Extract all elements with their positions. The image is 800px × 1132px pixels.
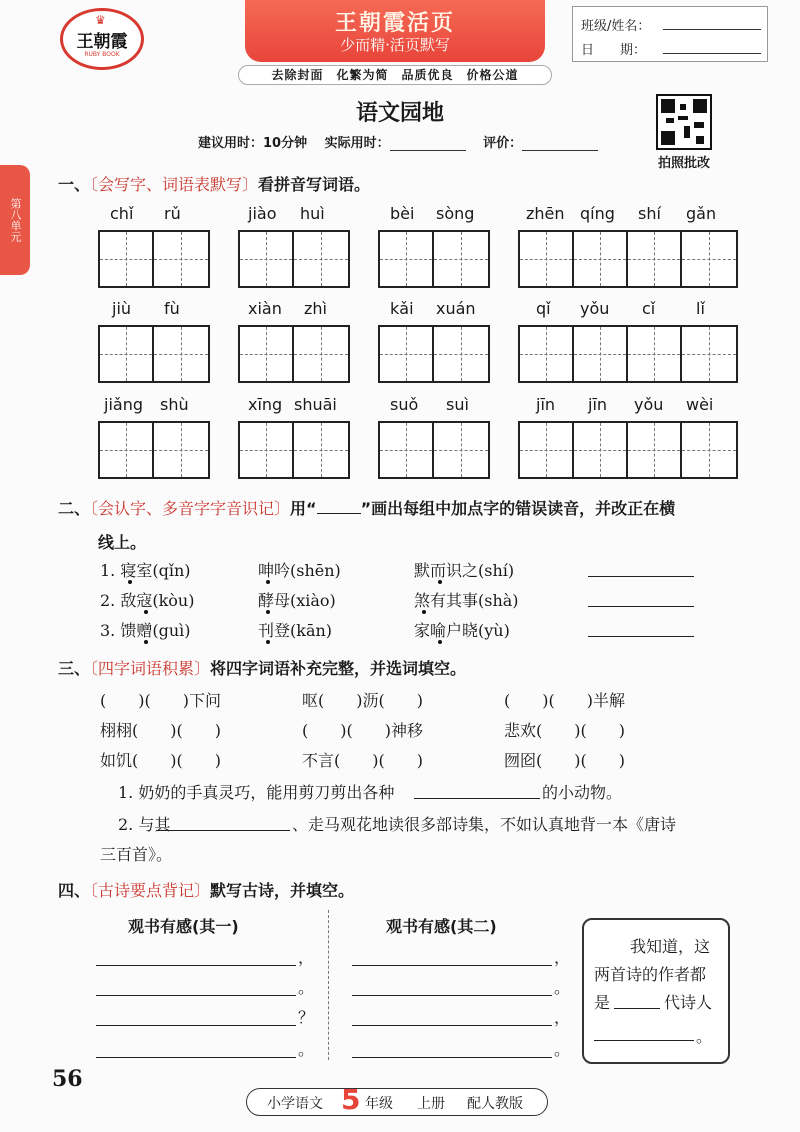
question-item: 煞有其事(shà): [414, 591, 519, 610]
writing-grid[interactable]: [238, 421, 350, 479]
question-item: 家喻户晓(yù): [414, 621, 510, 640]
emphasis-dot: [144, 640, 148, 644]
idiom-item: 呕( )沥( ): [302, 691, 423, 710]
emphasis-dot: [438, 640, 442, 644]
poem1-title: 观书有感(其一): [128, 917, 239, 936]
footer-pill: [246, 1083, 548, 1116]
emphasis-dot: [128, 580, 132, 584]
date-field[interactable]: [663, 53, 761, 54]
answer-blank[interactable]: [588, 606, 694, 607]
section4-heading: 四、〔古诗要点背记〕默写古诗，并填空。: [58, 881, 355, 900]
student-info-box: [572, 6, 768, 62]
suggested-time: 建议用时：10分钟: [198, 136, 308, 151]
footer-volume: 上册: [417, 1096, 445, 1112]
answer-blank[interactable]: [594, 1040, 694, 1041]
section2-tag: 〔会认字、多音字字音识记〕: [90, 499, 291, 518]
header-banner: [245, 0, 545, 62]
fill-question-1-end: 的小动物。: [542, 783, 623, 802]
actual-time-field[interactable]: [390, 137, 466, 151]
section3-tag: 〔四字词语积累〕: [90, 659, 211, 678]
writing-grid[interactable]: [378, 421, 490, 479]
note-line-3b: 代诗人: [664, 993, 713, 1012]
section1-heading: 一、〔会写字、词语表默写〕看拼音写词语。: [58, 175, 371, 194]
answer-blank[interactable]: [614, 1008, 660, 1009]
emphasis-dot: [266, 640, 270, 644]
question-item: 3. 馈赠(guì): [100, 621, 191, 640]
crown-icon: ♛: [95, 13, 106, 27]
idiom-item: 不言( )( ): [302, 751, 423, 770]
qr-caption: 拍照批改: [657, 156, 710, 171]
writing-grid[interactable]: [238, 230, 350, 288]
evaluation-label: 评价：: [483, 136, 523, 151]
fill-question-2: 2. 与其: [118, 815, 171, 834]
brand-tagline: 少而精·活页默写: [340, 36, 450, 54]
unit-side-tab: 第八单元: [0, 165, 30, 275]
emphasis-dot: [266, 580, 270, 584]
idiom-item: 悲欢( )( ): [504, 721, 625, 740]
class-name-label: 班级/姓名：: [581, 19, 651, 34]
worksheet-page: ♛ 王朝霞 RUBY BOOK 王朝霞活页 少而精·活页默写 班级/姓名： 日 期： 去除封面 化繁为简 品质优良 价格公道 第八单元 语文园地 建议用时：10分钟 实际用时： 评价： 拍照批改 一、〔会写字、词语表默写〕看拼音写词语。 chǐ rǔ jiào huì bèi sòng zhēn qíng shí gǎn jiù fù xiàn zhì kǎi xuán qǐ yǒu cǐ lǐ jiǎng shù xīng shuāi suǒ suì jīn jīn yǒu wèi 二、〔会认字、多音字字音识记〕用“ ”画出每组中加点字的错误读音，并改正在横 线上。 1. 寝室(qǐn) 呻吟(shēn) 默而识之(shí) 2. 敌寇(kòu) 酵母(xiào) 煞有其事(shà) 3. 馈赠(guì) 刊登(kān) 家喻户晓(yù) 三、〔四字词语积累〕将四字词语补充完整，并选词填空。 ( )( )下问 呕( )沥( ) ( )( )半解 栩栩( )( ) ( )( )神移 悲欢( )( ) 如饥( )( ) 不言( )( ) 囫囵( )( ) 1. 奶奶的手真灵巧，能用剪刀剪出各种 的小动物。 2. 与其 、走马观花地读很多部诗集，不如认真地背一本《唐诗 三百首》。 四、〔古诗要点背记〕默写古诗，并填空。 观书有感(其一) 观书有感(其二) ， 。 ？ 。 ， 。 ， 。 我知道，这 两首诗的作者都 是 代诗人 。 56 小学语文 5 年级 上册 配人教版: [0, 0, 800, 1132]
qr-code-icon[interactable]: [656, 94, 712, 150]
writing-grid[interactable]: [378, 230, 490, 288]
fill-question-2-end: 三百首》。: [100, 845, 173, 864]
section2-heading: 二、〔会认字、多音字字音识记〕用“ ”画出每组中加点字的错误读音，并改正在横: [58, 499, 676, 518]
actual-time-label: 实际用时：: [324, 136, 390, 151]
answer-blank[interactable]: [156, 830, 290, 831]
poem2-title: 观书有感(其二): [386, 917, 497, 936]
writing-grid[interactable]: [518, 421, 738, 479]
writing-grid[interactable]: [98, 421, 210, 479]
idiom-item: 栩栩( )( ): [100, 721, 221, 740]
writing-grid[interactable]: [98, 325, 210, 383]
page-number: 56: [52, 1066, 83, 1092]
page-title: 语文园地: [355, 101, 444, 126]
question-item: 酵母(xiào): [258, 591, 336, 610]
evaluation-field[interactable]: [522, 137, 598, 151]
writing-grid[interactable]: [238, 325, 350, 383]
fill-question-1: 1. 奶奶的手真灵巧，能用剪刀剪出各种: [118, 783, 395, 802]
brand-series: 王朝霞活页: [334, 10, 455, 36]
section1-tag: 〔会写字、词语表默写〕: [90, 175, 259, 194]
column-divider: [328, 910, 329, 1060]
footer-grade-number: 5: [341, 1083, 361, 1116]
idiom-item: ( )( )半解: [504, 691, 625, 710]
date-label: 日 期：: [581, 43, 647, 58]
idiom-item: 如饥( )( ): [100, 751, 221, 770]
question-item: 刊登(kān): [258, 621, 333, 640]
question-item: 1. 寝室(qǐn): [100, 561, 191, 580]
writing-grid[interactable]: [518, 325, 738, 383]
idiom-item: ( )( )下问: [100, 691, 221, 710]
question-item: 呻吟(shēn): [258, 561, 341, 580]
question-item: 默而识之(shí): [414, 561, 515, 580]
question-item: 2. 敌寇(kòu): [100, 591, 195, 610]
writing-grid[interactable]: [98, 230, 210, 288]
note-line-1: 我知道，这: [630, 937, 711, 956]
answer-blank[interactable]: [588, 576, 694, 577]
logo-small-text: RUBY BOOK: [84, 51, 120, 58]
writing-grid[interactable]: [378, 325, 490, 383]
brand-logo: [60, 8, 144, 70]
logo-text: 王朝霞: [76, 32, 128, 52]
emphasis-dot: [144, 610, 148, 614]
class-name-field[interactable]: [663, 29, 761, 30]
note-line-4: 。: [696, 1027, 713, 1046]
section3-heading: 三、〔四字词语积累〕将四字词语补充完整，并选词填空。: [58, 659, 467, 678]
note-line-3a: 是: [594, 993, 611, 1012]
footer-subject: 小学语文: [267, 1096, 323, 1112]
note-line-2: 两首诗的作者都: [594, 965, 707, 984]
answer-blank[interactable]: [588, 636, 694, 637]
time-meta: [198, 132, 598, 151]
section2-heading-cont: 线上。: [98, 533, 147, 552]
footer-edition: 配人教版: [467, 1096, 523, 1112]
note-box: [582, 918, 730, 1064]
emphasis-dot: [438, 580, 442, 584]
section4-tag: 〔古诗要点背记〕: [90, 881, 211, 900]
idiom-item: 囫囵( )( ): [504, 751, 625, 770]
answer-blank[interactable]: [414, 798, 540, 799]
writing-grid[interactable]: [518, 230, 738, 288]
emphasis-dot: [266, 610, 270, 614]
emphasis-dot: [422, 610, 426, 614]
footer-grade-label: 年级: [365, 1096, 393, 1112]
slogan: 去除封面 化繁为简 品质优良 价格公道: [238, 65, 552, 85]
idiom-item: ( )( )神移: [302, 721, 423, 740]
fill-question-2-mid: 、走马观花地读很多部诗集，不如认真地背一本《唐诗: [292, 815, 677, 834]
